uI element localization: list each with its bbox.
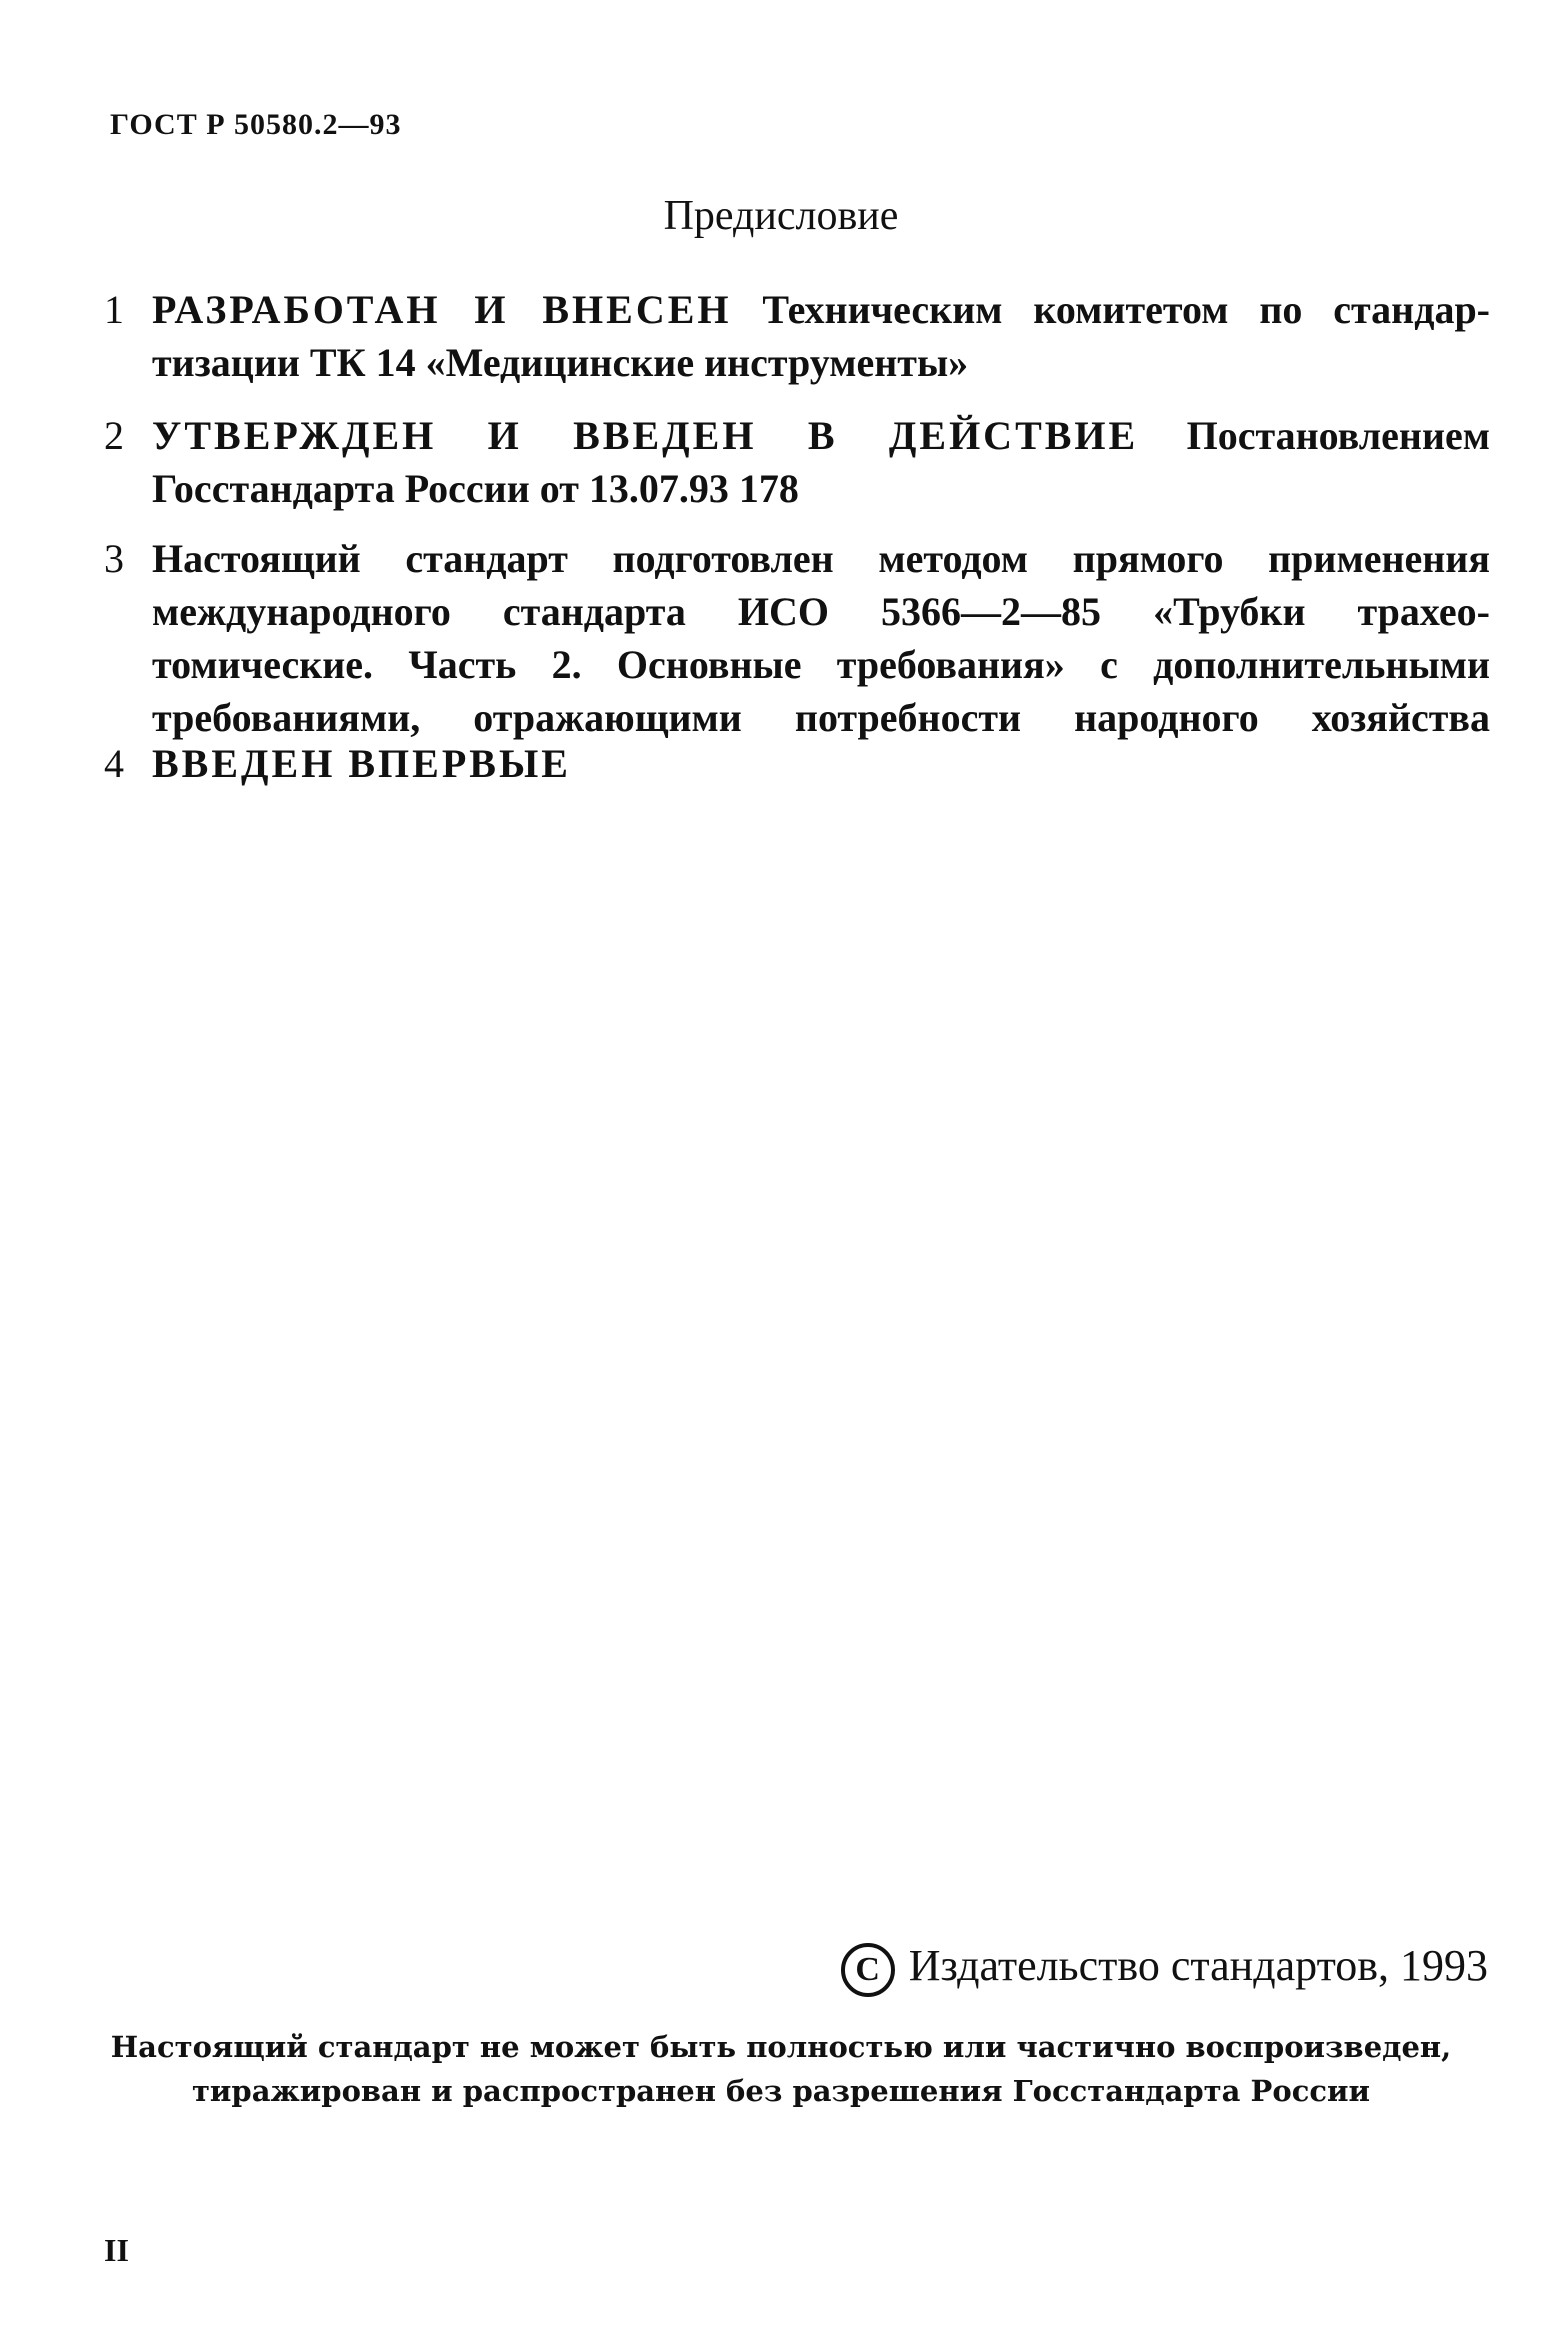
document-id: ГОСТ Р 50580.2—93	[110, 108, 402, 141]
notice-line: Настоящий стандарт не может быть полностью или частично воспроизведен,	[110, 2030, 1452, 2064]
item-number: 2	[104, 413, 124, 458]
reproduction-notice	[0, 2025, 1562, 2113]
item-line: международного стандарта ИСО 5366—2—85 «Трубки трахео-	[152, 589, 1490, 634]
item-line: тизации ТК 14 «Медицинские инструменты»	[152, 340, 969, 385]
item-number: 3	[104, 536, 124, 581]
foreword-item-2	[104, 409, 1490, 515]
copyright-text: Издательство стандартов, 1993	[908, 1941, 1488, 1990]
item-line: требованиями, отражающими потребности народного хозяйства	[152, 695, 1490, 740]
item-text: Постановлением	[1186, 413, 1490, 458]
item-lead: РАЗРАБОТАН И ВНЕСЕН	[152, 287, 732, 332]
item-line: томические. Часть 2. Основные требования» с дополнительными	[152, 642, 1490, 687]
item-line	[152, 409, 1490, 462]
item-text: Техническим комитетом по стандар-	[762, 287, 1491, 332]
foreword-item-1	[104, 283, 1490, 389]
page-number: II	[104, 2232, 129, 2268]
foreword-item-3	[104, 532, 1490, 744]
copyright-icon: С	[841, 1943, 895, 1997]
item-number: 1	[104, 287, 124, 332]
item-lead: УТВЕРЖДЕН И ВВЕДЕН В ДЕЙСТВИЕ	[152, 413, 1139, 458]
item-line	[152, 283, 1490, 336]
item-lead: ВВЕДЕН ВПЕРВЫЕ	[152, 741, 571, 786]
item-line: Настоящий стандарт подготовлен методом прямого применения	[152, 536, 1490, 581]
foreword-item-4	[104, 737, 1490, 790]
section-title: Предисловие	[663, 193, 899, 239]
copyright-line	[841, 1940, 1488, 1997]
item-line: Госстандарта России от 13.07.93 178	[152, 466, 799, 511]
item-number: 4	[104, 741, 124, 786]
notice-line: тиражирован и распространен без разрешения Госстандарта России	[191, 2074, 1371, 2108]
